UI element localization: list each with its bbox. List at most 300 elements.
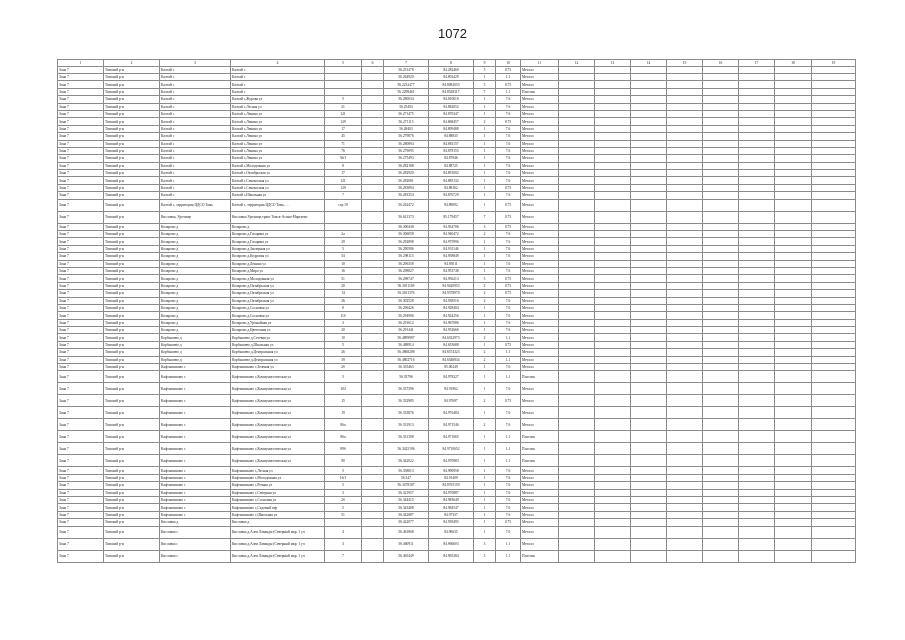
table-cell: 19: [325, 407, 362, 419]
table-cell: Металл: [521, 66, 559, 73]
table-cell: Зона 7: [58, 162, 104, 169]
table-cell: [667, 431, 703, 443]
table-cell: [775, 282, 812, 289]
table-cell: Кафтанчиково с: [160, 482, 231, 489]
table-cell: [362, 319, 384, 326]
table-cell: Коларово д,Гагарина ул: [231, 238, 325, 245]
table-cell: Томский р-н: [104, 260, 160, 267]
table-cell: 7.6: [496, 474, 521, 481]
table-cell: [775, 140, 812, 147]
table-cell: [703, 275, 739, 282]
table-cell: 121: [325, 110, 362, 117]
table-cell: Металл: [521, 177, 559, 184]
table-cell: 5: [325, 504, 362, 511]
table-cell: [703, 474, 739, 481]
table-cell: 56.283894: [384, 184, 429, 191]
table-cell: Томский р-н: [104, 371, 160, 383]
table-cell: Металл: [521, 96, 559, 103]
table-cell: Коларово д,Молодежная ул: [231, 275, 325, 282]
table-cell: 7.6: [496, 482, 521, 489]
table-cell: [595, 275, 631, 282]
table-cell: [667, 489, 703, 496]
table-cell: [812, 482, 856, 489]
table-cell: [739, 383, 775, 395]
table-cell: 7.6: [496, 192, 521, 199]
table-cell: 1: [474, 162, 496, 169]
table-cell: [595, 110, 631, 117]
table-cell: 84.965284: [429, 550, 474, 562]
table-cell: 4: [325, 526, 362, 538]
table-cell: Коларово д,Заозерная ул: [231, 245, 325, 252]
table-cell: [703, 482, 739, 489]
table-row: [58, 103, 856, 110]
table-cell: [631, 282, 667, 289]
table-cell: [362, 489, 384, 496]
table-cell: Кафтанчиково с: [160, 395, 231, 407]
table-cell: [559, 519, 595, 526]
table-cell: [631, 443, 667, 455]
table-cell: Металл: [521, 184, 559, 191]
table-cell: Металл: [521, 489, 559, 496]
table-cell: [739, 290, 775, 297]
table-cell: [595, 538, 631, 550]
table-cell: 56.296358: [384, 260, 429, 267]
table-cell: 7.6: [496, 103, 521, 110]
table-cell: 56.337396: [384, 383, 429, 395]
table-cell: 84.953748: [429, 267, 474, 274]
table-cell: [559, 140, 595, 147]
table-cell: 56.294906: [384, 312, 429, 319]
table-cell: [595, 211, 631, 223]
table-cell: [631, 327, 667, 334]
column-header: 11: [521, 60, 559, 67]
table-cell: [631, 162, 667, 169]
table-cell: Зона 7: [58, 267, 104, 274]
table-cell: [559, 395, 595, 407]
table-cell: 17: [325, 170, 362, 177]
table-cell: [739, 96, 775, 103]
table-cell: Калтай с,Школьная ул: [231, 192, 325, 199]
table-row: [58, 177, 856, 184]
table-cell: [703, 81, 739, 88]
table-cell: Томский р-н: [104, 482, 160, 489]
column-header: 15: [667, 60, 703, 67]
table-cell: [703, 319, 739, 326]
table-cell: 86а: [325, 431, 362, 443]
table-cell: [325, 73, 362, 80]
table-body: [58, 60, 856, 563]
table-cell: [595, 162, 631, 169]
table-cell: 84.810618: [429, 96, 474, 103]
table-cell: Томский р-н: [104, 192, 160, 199]
table-cell: 84.899488: [429, 125, 474, 132]
table-cell: Кисловка д: [160, 519, 231, 526]
table-cell: [362, 383, 384, 395]
table-cell: 84.9420953: [429, 282, 474, 289]
table-cell: [667, 504, 703, 511]
table-cell: [631, 133, 667, 140]
table-cell: [559, 431, 595, 443]
table-cell: [325, 223, 362, 230]
table-cell: Томский р-н: [104, 443, 160, 455]
table-cell: Кисловка д,Алеи Лаванды (Северный мкр. 1 уч: [231, 538, 325, 550]
table-cell: [631, 371, 667, 383]
table-cell: Металл: [521, 341, 559, 348]
table-cell: [703, 297, 739, 304]
table-cell: 5: [325, 482, 362, 489]
table-cell: [703, 511, 739, 518]
table-cell: 84.8528317: [429, 88, 474, 95]
table-cell: [775, 519, 812, 526]
table-cell: Кафтанчиково с,Зеленая ул: [231, 364, 325, 371]
table-cell: [667, 253, 703, 260]
table-cell: [667, 356, 703, 363]
table-cell: Томский р-н: [104, 81, 160, 88]
table-cell: [559, 66, 595, 73]
table-cell: 84.967086: [429, 319, 474, 326]
table-cell: [703, 125, 739, 132]
table-cell: Кафтанчиково с,Коммунистическая ул: [231, 431, 325, 443]
table-cell: Калтай с: [160, 66, 231, 73]
table-cell: Зона 7: [58, 364, 104, 371]
table-cell: 36/1: [325, 155, 362, 162]
table-cell: [559, 133, 595, 140]
table-cell: [775, 245, 812, 252]
table-cell: 7.6: [496, 312, 521, 319]
table-cell: [559, 155, 595, 162]
table-cell: [775, 395, 812, 407]
table-cell: [595, 297, 631, 304]
table-cell: Зона 7: [58, 211, 104, 223]
table-cell: Металл: [521, 538, 559, 550]
table-cell: 21: [325, 103, 362, 110]
table-cell: [667, 327, 703, 334]
table-cell: 56.342022: [384, 455, 429, 467]
table-cell: [667, 260, 703, 267]
table-cell: Металл: [521, 407, 559, 419]
table-cell: [595, 511, 631, 518]
table-row: [58, 474, 856, 481]
table-cell: [667, 290, 703, 297]
table-cell: Металл: [521, 282, 559, 289]
table-cell: Кафтанчиково с: [160, 383, 231, 395]
table-cell: 1: [474, 125, 496, 132]
table-cell: [703, 443, 739, 455]
table-cell: [812, 297, 856, 304]
table-cell: [631, 489, 667, 496]
table-cell: [631, 88, 667, 95]
table-cell: Кафтанчиково с,Коммунистическая ул: [231, 443, 325, 455]
table-cell: [559, 334, 595, 341]
table-cell: Томский р-н: [104, 73, 160, 80]
table-cell: [739, 81, 775, 88]
table-cell: 51: [325, 511, 362, 518]
table-cell: [739, 511, 775, 518]
table-cell: Металл: [521, 245, 559, 252]
table-cell: [362, 327, 384, 334]
table-cell: [667, 231, 703, 238]
table-row: [58, 211, 856, 223]
table-cell: [775, 319, 812, 326]
table-cell: [703, 192, 739, 199]
table-cell: [595, 96, 631, 103]
table-cell: Зона 7: [58, 497, 104, 504]
table-cell: [812, 550, 856, 562]
table-row: [58, 253, 856, 260]
table-cell: [362, 349, 384, 356]
table-cell: [631, 253, 667, 260]
table-cell: 1: [474, 497, 496, 504]
table-cell: Пластик: [521, 371, 559, 383]
table-cell: [812, 419, 856, 431]
table-cell: Томский р-н: [104, 489, 160, 496]
table-cell: Коларово д: [160, 260, 231, 267]
table-cell: [595, 455, 631, 467]
table-cell: 56.3011169: [384, 282, 429, 289]
table-cell: 84.6346834: [429, 356, 474, 363]
table-cell: Кафтанчиково с,Сосновая ул: [231, 497, 325, 504]
table-cell: 56.271475: [384, 110, 429, 117]
table-cell: 84.8082053: [429, 81, 474, 88]
table-cell: Томский р-н: [104, 526, 160, 538]
table-cell: [595, 395, 631, 407]
table-cell: [559, 231, 595, 238]
table-cell: Зона 7: [58, 482, 104, 489]
table-cell: [559, 147, 595, 154]
table-cell: 2: [474, 349, 496, 356]
table-cell: 7.6: [496, 511, 521, 518]
table-cell: [559, 511, 595, 518]
table-cell: [812, 341, 856, 348]
table-cell: Металл: [521, 312, 559, 319]
table-cell: [595, 267, 631, 274]
table-row: [58, 73, 856, 80]
table-cell: [362, 282, 384, 289]
table-cell: [362, 467, 384, 474]
column-header: 9: [474, 60, 496, 67]
table-cell: Калтай с: [160, 184, 231, 191]
table-cell: 56.292898: [384, 238, 429, 245]
table-cell: [559, 192, 595, 199]
table-cell: Калтай с: [160, 147, 231, 154]
table-cell: 2: [474, 282, 496, 289]
table-cell: [362, 364, 384, 371]
table-cell: Томский р-н: [104, 327, 160, 334]
table-cell: 7.6: [496, 467, 521, 474]
table-cell: 10: [325, 260, 362, 267]
table-cell: Калтай с: [160, 177, 231, 184]
table-cell: [667, 125, 703, 132]
table-cell: 5: [325, 245, 362, 252]
table-cell: 84.8765159: [429, 482, 474, 489]
table-cell: Металл: [521, 334, 559, 341]
table-row: [58, 297, 856, 304]
table-cell: 84.88162: [429, 184, 474, 191]
table-cell: Зона 7: [58, 275, 104, 282]
table-cell: [559, 253, 595, 260]
table-cell: Томский р-н: [104, 282, 160, 289]
table-cell: 7.6: [496, 489, 521, 496]
table-cell: Кафтанчиково с: [160, 497, 231, 504]
table-cell: 1: [474, 407, 496, 419]
table-cell: 84.983649: [429, 497, 474, 504]
table-cell: 1: [474, 474, 496, 481]
table-cell: [631, 211, 667, 223]
table-cell: 1: [474, 170, 496, 177]
table-cell: [362, 177, 384, 184]
table-cell: [362, 155, 384, 162]
table-cell: [739, 267, 775, 274]
table-cell: 84.97697: [429, 395, 474, 407]
table-cell: [775, 73, 812, 80]
table-cell: 84.940472: [429, 231, 474, 238]
table-cell: [667, 96, 703, 103]
table-cell: [775, 66, 812, 73]
table-cell: 56.2232477: [384, 81, 429, 88]
table-cell: Калтай с,Лесная ул: [231, 103, 325, 110]
table-cell: [559, 118, 595, 125]
table-row: [58, 334, 856, 341]
table-cell: 84.891002: [429, 170, 474, 177]
table-cell: [595, 81, 631, 88]
table-cell: Зона 7: [58, 334, 104, 341]
column-header: 19: [812, 60, 856, 67]
table-cell: Металл: [521, 260, 559, 267]
table-row: [58, 282, 856, 289]
table-cell: [812, 177, 856, 184]
table-cell: [631, 482, 667, 489]
table-cell: 29: [325, 238, 362, 245]
table-row: [58, 245, 856, 252]
table-cell: 1: [474, 319, 496, 326]
table-row: [58, 147, 856, 154]
table-cell: [703, 223, 739, 230]
table-cell: Томский р-н: [104, 356, 160, 363]
table-cell: [362, 118, 384, 125]
table-row: [58, 467, 856, 474]
table-cell: [362, 526, 384, 538]
column-header: 14: [631, 60, 667, 67]
table-cell: Металл: [521, 73, 559, 80]
table-cell: [362, 253, 384, 260]
table-cell: Коларово д,Кедровая ул: [231, 253, 325, 260]
table-cell: [362, 312, 384, 319]
table-cell: Калтай с: [160, 118, 231, 125]
table-cell: Калтай с: [160, 155, 231, 162]
table-cell: [812, 526, 856, 538]
table-cell: Томский р-н: [104, 88, 160, 95]
table-cell: [595, 364, 631, 371]
table-cell: [595, 327, 631, 334]
table-row: [58, 133, 856, 140]
table-cell: Коларово д: [160, 312, 231, 319]
table-cell: [703, 110, 739, 117]
table-cell: 2: [474, 395, 496, 407]
table-cell: [775, 550, 812, 562]
table-cell: Кафтанчиково с: [160, 364, 231, 371]
table-cell: Калтай с: [160, 110, 231, 117]
table-cell: [595, 231, 631, 238]
table-cell: 5: [325, 467, 362, 474]
table-cell: Коларово д: [160, 238, 231, 245]
table-cell: [559, 88, 595, 95]
table-row: [58, 349, 856, 356]
table-cell: 56.2298461: [384, 88, 429, 95]
table-cell: 71: [325, 140, 362, 147]
table-cell: 1: [474, 140, 496, 147]
table-cell: 5: [474, 275, 496, 282]
table-cell: 84.975996: [429, 238, 474, 245]
table-cell: 5: [474, 81, 496, 88]
table-cell: 1: [474, 455, 496, 467]
table-cell: [739, 245, 775, 252]
table-cell: [559, 443, 595, 455]
table-cell: [667, 110, 703, 117]
table-cell: [559, 73, 595, 80]
table-cell: 1: [474, 110, 496, 117]
table-cell: Зона 7: [58, 455, 104, 467]
table-cell: Томский р-н: [104, 297, 160, 304]
table-cell: 7.6: [496, 526, 521, 538]
table-cell: [631, 140, 667, 147]
table-cell: 3: [325, 538, 362, 550]
table-cell: Кафтанчиково с: [160, 511, 231, 518]
table-cell: Зона 7: [58, 511, 104, 518]
table-cell: Металл: [521, 356, 559, 363]
table-cell: [703, 96, 739, 103]
table-cell: [631, 125, 667, 132]
table-cell: [667, 312, 703, 319]
table-cell: [362, 443, 384, 455]
table-cell: [595, 238, 631, 245]
column-header: 3: [160, 60, 231, 67]
table-cell: [703, 356, 739, 363]
table-cell: [775, 170, 812, 177]
table-cell: Коларово д: [160, 327, 231, 334]
table-cell: 1: [474, 304, 496, 311]
table-cell: [812, 304, 856, 311]
table-cell: 3: [325, 319, 362, 326]
table-cell: Металл: [521, 319, 559, 326]
table-cell: Зона 7: [58, 66, 104, 73]
table-cell: [775, 407, 812, 419]
table-cell: 7.6: [496, 140, 521, 147]
table-cell: 5: [474, 66, 496, 73]
table-cell: [631, 497, 667, 504]
table-cell: 0.75: [496, 341, 521, 348]
table-cell: [595, 482, 631, 489]
table-cell: 56.296426: [384, 304, 429, 311]
table-cell: [703, 538, 739, 550]
table-cell: [739, 504, 775, 511]
table-cell: Зона 7: [58, 419, 104, 431]
table-cell: 7.6: [496, 245, 521, 252]
table-cell: Зона 7: [58, 489, 104, 496]
table-cell: [595, 155, 631, 162]
table-cell: 14: [325, 290, 362, 297]
table-cell: [812, 125, 856, 132]
table-cell: 0.75: [496, 184, 521, 191]
table-cell: Зона 7: [58, 504, 104, 511]
table-cell: Корбышево д,Школьная ул: [231, 341, 325, 348]
table-cell: Калтай с,Ленина ул: [231, 118, 325, 125]
table-cell: [559, 327, 595, 334]
table-cell: [667, 118, 703, 125]
table-cell: [812, 443, 856, 455]
table-cell: Зона 7: [58, 327, 104, 334]
table-cell: 56.298747: [384, 275, 429, 282]
table-cell: [631, 103, 667, 110]
